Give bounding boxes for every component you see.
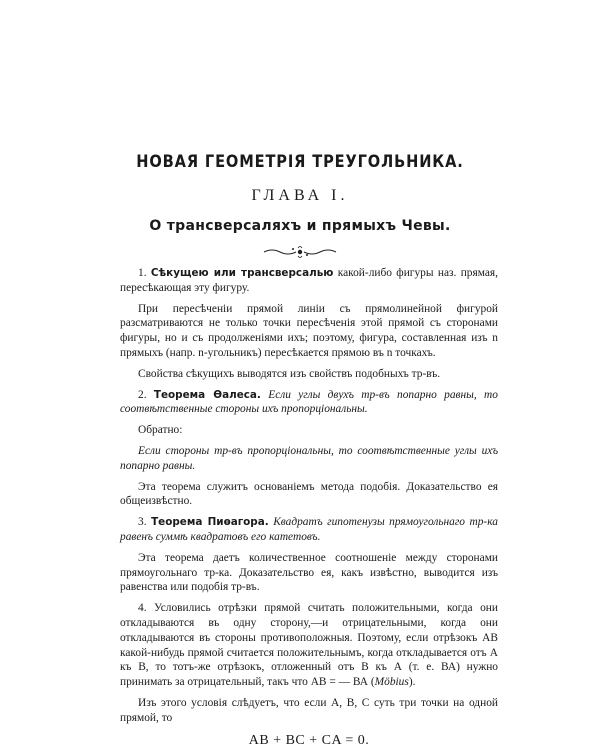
paragraph-1 xyxy=(120,266,498,296)
paragraph-11: Изъ этого условія слѣдуетъ, что если А, В, С суть три точки на одной прямой, то xyxy=(120,696,498,724)
theorem-statement: Если углы двухъ тр-въ попарно равны, то соотвѣтственные стороны ихъ пропорціональны. xyxy=(120,388,498,416)
section-number: 2. xyxy=(138,388,147,401)
chapter-subtitle: О трансверсаляхъ и прямыхъ Чевы. xyxy=(149,218,451,234)
paragraph-2: При пересѣченіи прямой линіи съ прямолинейной фигурой разсматриваются не только точки пересѣченія этой прямой съ сторонами фигуры, но и съ продолженіями ихъ; поэтому, фигура, составленная изъ n прямыхъ (напр. n-угольникъ) пересѣкается прямою въ n точкахъ. xyxy=(120,302,498,359)
paragraph-text: 4. Условились отрѣзки прямой считать положительными, когда они откладываются въ одну сторону,—и отрицательными, когда они откладываются въ стороны противоположныя. Поэтому, если отрѣзокъ АВ какой-нибудь прямой считается положительнымъ, когда откладывается отъ А къ В, то тотъ-же отрѣзокъ, отложенный отъ В къ А (т. е. ВА) нужно принимать за отрицательный, такъ что АВ = — ВА ( xyxy=(120,602,498,689)
paragraph-4 xyxy=(120,388,498,418)
paragraph-text: какой-либо фигуры наз. прямая, пересѣкающая эту фигуру. xyxy=(120,267,498,294)
formula: AB + BC + CA = 0. xyxy=(248,732,370,748)
theorem-pythagoras: Теорема Пиѳагора. xyxy=(151,516,269,529)
paragraph-5: Обратно: xyxy=(138,424,183,437)
page-title: НОВАЯ ГЕОМЕТРІЯ ТРЕУГОЛЬНИКА. xyxy=(136,152,464,172)
paragraph-9: Эта теорема даетъ количественное соотношеніе между сторонами прямоугольнаго тр-ка. Доказательство ея, какъ извѣстно, выводится изъ равенства или подобія тр-въ. xyxy=(120,551,498,594)
body-text xyxy=(120,266,498,748)
paragraph-10 xyxy=(120,601,498,690)
paragraph-3: Свойства сѣкущихъ выводятся изъ свойствъ подобныхъ тр-въ. xyxy=(138,367,441,380)
paragraph-end: ). xyxy=(408,676,416,689)
term-secant: Сѣкущею или трансверсалью xyxy=(150,267,334,279)
section-number: 3. xyxy=(138,516,147,529)
author-name: Möbius xyxy=(374,676,409,689)
theorem-statement: Квадратъ гипотенузы прямоугольнаго тр-ка равенъ суммѣ квадратовъ его катетовъ. xyxy=(120,516,498,543)
decorative-divider-icon xyxy=(262,245,338,259)
section-number: 1. xyxy=(138,267,147,279)
theorem-thales: Теорема Өалеса. xyxy=(153,388,261,401)
chapter-heading: ГЛАВА І. xyxy=(251,187,349,204)
paragraph-7: Эта теорема служитъ основаніемъ метода подобія. Доказательство ея общеизвѣстно. xyxy=(120,480,498,508)
paragraph-6: Если стороны тр-въ пропорціональны, то соотвѣтственные углы ихъ попарно равны. xyxy=(120,444,498,472)
paragraph-8 xyxy=(120,515,498,545)
